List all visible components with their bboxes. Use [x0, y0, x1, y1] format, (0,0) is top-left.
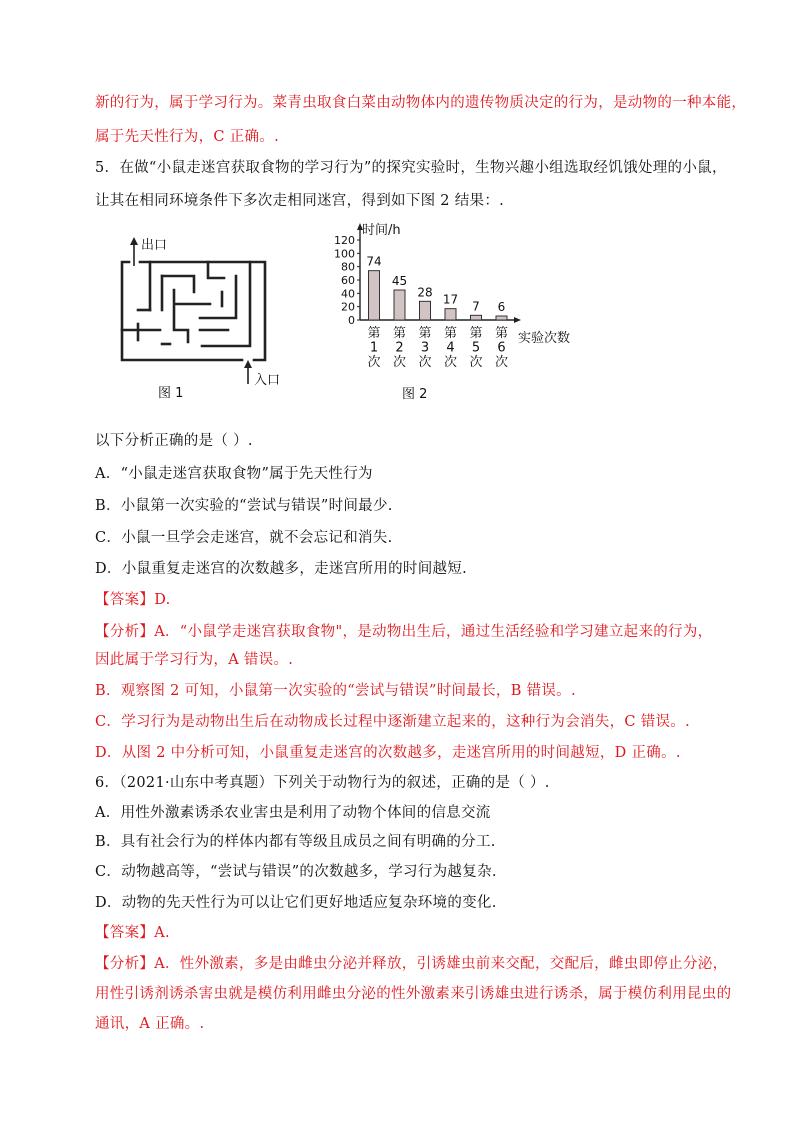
- bar: [394, 290, 405, 320]
- x-tick-label: 第: [443, 326, 458, 341]
- y-tick-label: 120: [334, 234, 355, 247]
- question-5-stem: 以下分析正确的是（ ）.: [95, 433, 253, 449]
- y-tick-label: 20: [341, 300, 355, 314]
- bar-chart: [330, 218, 600, 410]
- data-label: 45: [391, 274, 408, 288]
- maze-wall: [174, 290, 188, 342]
- option-d: D．动物的先天性行为可以让它们更好地适应复杂环境的变化.: [95, 895, 497, 911]
- figure-2-caption: 图 2: [402, 387, 428, 402]
- answer-5: 【答案】D.: [95, 592, 171, 608]
- x-tick-label: 次: [392, 355, 407, 370]
- x-axis-arrow: [514, 317, 521, 323]
- x-tick-label: 第: [392, 326, 407, 341]
- option-c: C．动物越高等，“尝试与错误”的次数越多，学习行为越复杂.: [95, 864, 497, 880]
- option-b: B．小鼠第一次实验的“尝试与错误”时间最少.: [95, 498, 393, 514]
- option-c: C．小鼠一旦学会走迷宫，就不会忘记和消失.: [95, 530, 393, 546]
- exit-label: 出口: [141, 238, 168, 253]
- data-label: 74: [366, 254, 382, 269]
- bar: [445, 309, 456, 320]
- x-tick-label: 次: [443, 355, 458, 370]
- x-tick-label: 第: [418, 326, 432, 341]
- option-a: A．用性外激素诱杀农业害虫是利用了动物个体间的信息交流: [95, 805, 491, 821]
- data-label: 28: [417, 285, 433, 300]
- analysis-6-line: 通讯，A 正确。.: [95, 1016, 205, 1032]
- y-axis-label: 时间/h: [362, 223, 401, 238]
- x-tick-label: 4: [446, 340, 455, 356]
- analysis-5-line: C．学习行为是动物出生后在动物成长过程中逐渐建立起来的，这种行为会消失，C 错误。.: [95, 714, 691, 730]
- analysis-5-line: 【分析】A．“小鼠学走迷宫获取食物"，是动物出生后，通过生活经验和学习建立起来的行为，: [95, 624, 713, 640]
- analysis-6-line: 【分析】A．性外激素，多是由雌虫分泌并释放，引诱雄虫前来交配，交配后，雌虫即停止分泌，: [95, 956, 728, 972]
- x-tick-label: 次: [469, 355, 483, 370]
- data-label: 7: [472, 299, 480, 314]
- bar: [496, 316, 507, 320]
- bar: [471, 315, 482, 320]
- entry-arrow-head: [244, 360, 252, 368]
- text-line: 新的行为，属于学习行为。菜青虫取食白菜由动物体内的遗传物质决定的行为，是动物的一种本能，: [95, 95, 747, 111]
- question-6-stem: 6．（2021·山东中考真题）下列关于动物行为的叙述，正确的是（ ）.: [95, 775, 550, 791]
- y-tick-label: 40: [341, 287, 355, 301]
- question-5-line-2: 让其在相同环境条件下多次走相同迷宫，得到如下图 2 结果：.: [95, 193, 505, 209]
- exit-arrow-head: [130, 237, 138, 245]
- x-tick-label: 5: [471, 340, 481, 356]
- x-tick-label: 第: [494, 326, 509, 341]
- analysis-5-line: D．从图 2 中分析可知，小鼠重复走迷宫的次数越多，走迷宫所用的时间越短，D 正确。.: [95, 745, 681, 761]
- text-line: 属于先天性行为，C 正确。.: [95, 129, 280, 145]
- x-tick-label: 次: [418, 355, 432, 370]
- x-tick-label: 1: [369, 340, 379, 356]
- analysis-5-line: B．观察图 2 可知，小鼠第一次实验的“尝试与错误”时间最长，B 错误。.: [95, 683, 576, 699]
- y-tick-label: 80: [341, 260, 355, 274]
- y-tick-label: 60: [341, 274, 355, 287]
- data-label: 17: [442, 292, 459, 307]
- option-d: D．小鼠重复走迷宫的次数越多，走迷宫所用的时间越短.: [95, 561, 468, 577]
- maze-figure: [110, 232, 290, 408]
- x-tick-label: 次: [367, 355, 381, 370]
- maze-wall: [200, 276, 236, 318]
- x-tick-label: 2: [395, 340, 404, 356]
- bar: [420, 301, 431, 320]
- question-5-line-1: 5．在做“小鼠走迷宫获取食物的学习行为”的探究实验时，生物兴趣小组选取经饥饿处理的小鼠，: [95, 160, 727, 176]
- option-a: A．“小鼠走迷宫获取食物”属于先天性行为: [95, 466, 373, 482]
- maze-wall: [162, 276, 194, 292]
- x-tick-label: 3: [420, 340, 430, 356]
- bar: [369, 271, 380, 320]
- x-tick-label: 次: [494, 355, 509, 370]
- analysis-5-line: 因此属于学习行为，A 错误。.: [95, 652, 294, 668]
- x-axis-label: 实验次数: [518, 331, 571, 346]
- option-b: B．具有社会行为的样体内都有等级且成员之间有明确的分工.: [95, 834, 496, 850]
- answer-6: 【答案】A.: [95, 925, 170, 941]
- x-tick-label: 6: [497, 340, 506, 356]
- y-tick-label: 100: [334, 247, 355, 261]
- analysis-6-line: 用性引诱剂诱杀害虫就是模仿利用雌虫分泌的性外激素来引诱雄虫进行诱杀，属于模仿利用昆虫的: [95, 986, 732, 1002]
- figure-1-caption: 图 1: [158, 386, 184, 401]
- data-label: 6: [497, 300, 506, 314]
- x-tick-label: 第: [367, 326, 381, 341]
- maze-wall: [208, 262, 224, 278]
- y-tick-label: 0: [348, 314, 355, 327]
- x-tick-label: 第: [469, 326, 483, 341]
- entry-label: 入口: [254, 373, 281, 388]
